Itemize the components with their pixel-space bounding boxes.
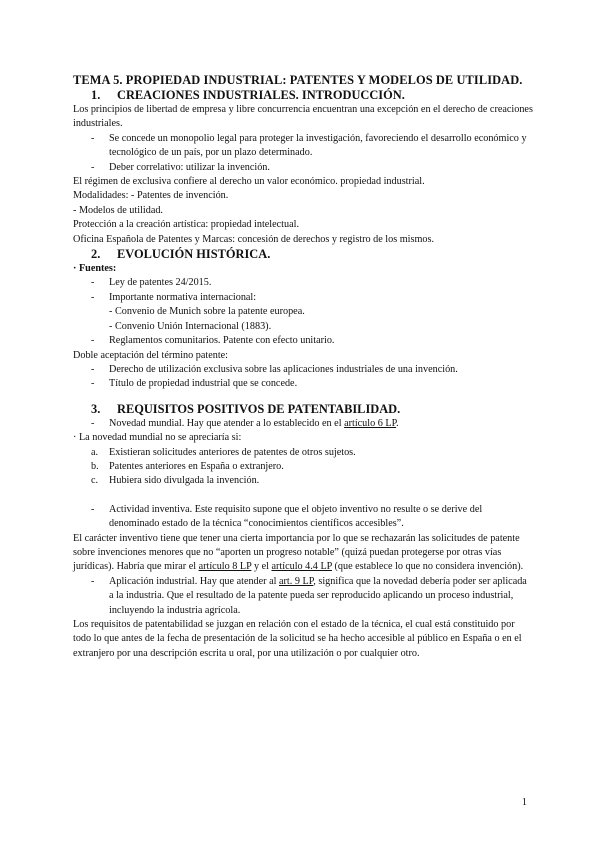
article-6-link[interactable]: artículo 6 LP [344,417,397,429]
lettered-item [73,474,533,488]
text-run: y el [251,561,272,573]
lettered-text: Existieran solicitudes anteriores de patentes de otros sujetos. [109,446,356,458]
fuentes-label: · Fuentes: [73,263,117,275]
bullet-text: Se concede un monopolio legal para proteger la investigación, favoreciendo el desarrollo económico y tecnológico de un país, por un plazo determinado. [109,132,527,159]
bullet-text [109,417,533,431]
bullet-item [73,276,533,290]
article-8-link[interactable]: artículo 8 LP [198,561,252,573]
dash-marker: - [91,277,95,289]
bullet-text: Derecho de utilización exclusiva sobre las aplicaciones industriales de una invención. [109,363,458,375]
lettered-item [73,460,533,474]
paragraph: Modalidades: - Patentes de invención. [73,190,229,202]
bullet-item [73,291,533,305]
section-title: EVOLUCIÓN HISTÓRICA. [117,247,271,262]
bullet-item [73,575,533,618]
paragraph: Oficina Española de Patentes y Marcas: concesión de derechos y registro de los mismos. [73,233,434,245]
paragraph: Los principios de libertad de empresa y libre concurrencia encuentran una excepción en el derecho de creaciones industriales. [73,104,533,130]
dash-marker: - [91,378,95,390]
paragraph: - Modelos de utilidad. [73,204,163,216]
bullet-text: Importante normativa internacional: [109,291,257,303]
section-heading [73,88,533,103]
lettered-item [73,446,533,460]
text-run: El carácter inventivo tiene que tener una cierta importancia por lo que se rechazarán las solicitudes de patente sobre invenciones menores que no “aporten un progreso notable” (quizá puedan protegerse por otras vías jurídicas). Habría que mirar el [73,532,520,573]
bullet-item [73,417,533,431]
bullet-text [109,575,533,618]
document-title: TEMA 5. PROPIEDAD INDUSTRIAL: PATENTES Y MODELOS DE UTILIDAD. [73,73,523,87]
dash-marker: - [91,575,95,587]
section-title: CREACIONES INDUSTRIALES. INTRODUCCIÓN. [117,88,405,102]
article-4-4-link[interactable]: artículo 4.4 LP [271,561,332,573]
section-heading [73,247,533,262]
section-number: 1. [91,88,101,102]
paragraph: Doble aceptación del término patente: [73,349,229,361]
paragraph: Los requisitos de patentabilidad se juzgan en relación con el estado de la técnica, el cual está constituido por todo lo que antes de la fecha de presentación de la solicitud se ha hecho accesible al público en España o en el extranjero por una descripción escrita u oral, por una utilización o por cualquier otro. [73,619,522,659]
bullet-item [73,503,533,532]
dash-marker: - [91,417,95,429]
paragraph: Protección a la creación artística: propiedad intelectual. [73,219,300,231]
text-run: (que establece lo que no considera invención). [331,561,524,573]
dash-marker: - [91,291,95,303]
text-run: Novedad mundial. Hay que atender a lo establecido en el [109,417,345,429]
dash-marker: - [91,363,95,375]
article-9-link[interactable]: art. 9 LP [279,575,314,587]
dash-marker: - [91,132,95,144]
bullet-text: Título de propiedad industrial que se concede. [109,378,298,390]
text-run: , significa que la novedad debería poder ser aplicada a la industria. Que el resultado de la patente pueda ser reproducido aplicando un proceso industrial, incluyendo la industria agrícola. [109,575,527,616]
dash-marker: - [91,161,95,173]
bullet-text: Deber correlativo: utilizar la invención. [109,161,270,173]
dash-marker: - [91,335,95,347]
bullet-text: Actividad inventiva. Este requisito supone que el objeto inventivo no resulte o se derive del denominado estado de la técnica “conocimientos científicos accesibles”. [109,503,483,530]
section-heading [73,402,533,417]
bullet-item [73,363,533,377]
section-number: 3. [91,401,101,416]
document-page [73,72,533,661]
lettered-text: Hubiera sido divulgada la invención. [109,475,260,487]
letter-marker: b. [91,460,99,472]
text-run: Aplicación industrial. Hay que atender al [109,575,280,587]
dash-marker: - [91,503,95,515]
bullet-item [73,377,533,391]
bullet-item [73,334,533,348]
bullet-text: Reglamentos comunitarios. Patente con efecto unitario. [109,335,335,347]
page-number: 1 [521,797,527,808]
letter-marker: a. [91,446,99,458]
lettered-text: Patentes anteriores en España o extranjero. [109,460,284,472]
section-number: 2. [91,247,101,262]
paragraph: El régimen de exclusiva confiere al derecho un valor económico. propiedad industrial. [73,176,425,188]
sub-item: - Convenio Unión Internacional (1883). [109,320,272,332]
sub-item: - Convenio de Munich sobre la patente europea. [109,306,305,318]
bullet-item [73,132,533,161]
letter-marker: c. [91,475,99,487]
text-run: . [396,417,399,429]
bullet-item [73,161,533,175]
bullet-text: Ley de patentes 24/2015. [109,277,212,289]
paragraph [73,532,533,575]
section-title: REQUISITOS POSITIVOS DE PATENTABILIDAD. [117,401,401,416]
paragraph: · La novedad mundial no se apreciaría si: [73,432,242,444]
